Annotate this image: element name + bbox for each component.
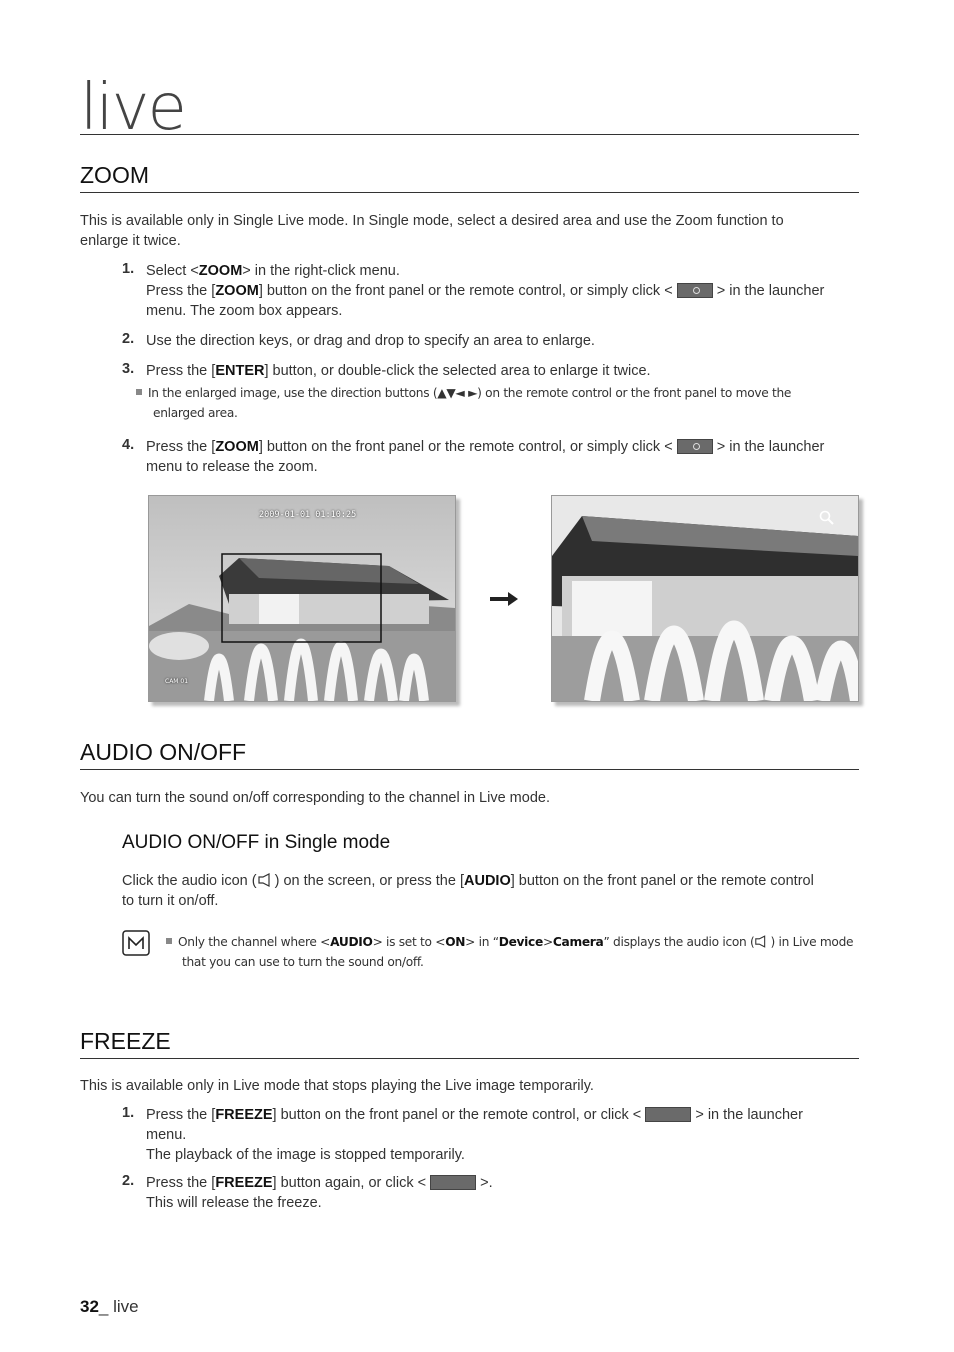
chapter-title: live <box>80 71 185 145</box>
zoom-intro-1: This is available only in Single Live mode. In Single mode, select a desired area and use the Zoom function to <box>80 213 784 229</box>
freeze-heading: FREEZE <box>80 1028 859 1059</box>
speaker-icon <box>257 873 275 887</box>
freeze-launcher-button[interactable] <box>430 1175 476 1190</box>
speaker-icon <box>754 935 770 948</box>
step-number: 4. <box>122 437 135 453</box>
camera-label: CAM 01 <box>165 678 189 685</box>
step-number: 3. <box>122 361 135 377</box>
footer-separator: _ <box>98 1297 114 1316</box>
audio-note-1: Only the channel where <AUDIO> is set to <ON> in “Device>Camera” displays the audio icon ( ) in Live mode <box>166 932 853 952</box>
zoom-before-image <box>148 495 456 702</box>
zoom-step3: Press the [ENTER] button, or double-click the selected area to enlarge it twice. <box>146 363 651 379</box>
freeze-step1-line3: The playback of the image is stopped temporarily. <box>146 1147 465 1163</box>
bullet-icon <box>166 938 172 944</box>
zoom-step1-line3: menu. The zoom box appears. <box>146 303 343 319</box>
audio-note-2: that you can use to turn the sound on/off. <box>182 955 424 969</box>
zoom-intro-2: enlarge it twice. <box>80 233 181 249</box>
step-number: 2. <box>122 1173 135 1189</box>
zoom-step1-line2: Press the [ZOOM] button on the front panel or the remote control, or simply click < > in the launcher <box>146 283 825 299</box>
timestamp-overlay: 2009-01-01 01:10:25 <box>259 510 357 520</box>
freeze-step2-line2: This will release the freeze. <box>146 1195 322 1211</box>
zoom-step4-line2: menu to release the zoom. <box>146 459 318 475</box>
zoom-step4-line1: Press the [ZOOM] button on the front panel or the remote control, or simply click < > in the launcher <box>146 439 825 455</box>
step-number: 2. <box>122 331 135 347</box>
freeze-step2-line1: Press the [FREEZE] button again, or click < >. <box>146 1175 493 1191</box>
audio-subheading: AUDIO ON/OFF in Single mode <box>122 832 391 853</box>
page-number: 32 <box>80 1297 99 1316</box>
zoom-launcher-button[interactable] <box>677 283 713 298</box>
note-icon <box>122 930 152 958</box>
audio-body-1: Click the audio icon ( ) on the screen, or press the [AUDIO] button on the front panel or the remote control <box>122 873 814 889</box>
zoom-note-2: enlarged area. <box>153 406 238 420</box>
footer-section: live <box>113 1297 139 1316</box>
zoom-step2: Use the direction keys, or drag and drop to specify an area to enlarge. <box>146 333 595 349</box>
page-footer <box>80 1297 139 1317</box>
arrow-right-icon <box>490 592 520 606</box>
zoom-step1-line1: Select <ZOOM> in the right-click menu. <box>146 263 400 279</box>
freeze-step1-line2: menu. <box>146 1127 187 1143</box>
zoom-launcher-button[interactable] <box>677 439 713 454</box>
zoom-heading: ZOOM <box>80 162 859 193</box>
zoom-note-1: In the enlarged image, use the direction buttons (▲▼◄ ►) on the remote control or the front panel to move the <box>136 383 791 403</box>
step-number: 1. <box>122 1105 135 1121</box>
audio-body-2: to turn it on/off. <box>122 893 219 909</box>
freeze-intro: This is available only in Live mode that stops playing the Live image temporarily. <box>80 1078 594 1094</box>
step-number: 1. <box>122 261 135 277</box>
bullet-icon <box>136 389 142 395</box>
chapter-header <box>80 71 859 145</box>
zoom-icon <box>693 443 700 450</box>
audio-heading: AUDIO ON/OFF <box>80 739 859 770</box>
magnifier-icon <box>819 510 835 526</box>
zoom-icon <box>693 287 700 294</box>
zoom-after-image <box>551 495 859 702</box>
freeze-step1-line1: Press the [FREEZE] button on the front panel or the remote control, or click < > in the launcher <box>146 1107 803 1123</box>
freeze-launcher-button[interactable] <box>645 1107 691 1122</box>
audio-intro: You can turn the sound on/off corresponding to the channel in Live mode. <box>80 790 550 806</box>
